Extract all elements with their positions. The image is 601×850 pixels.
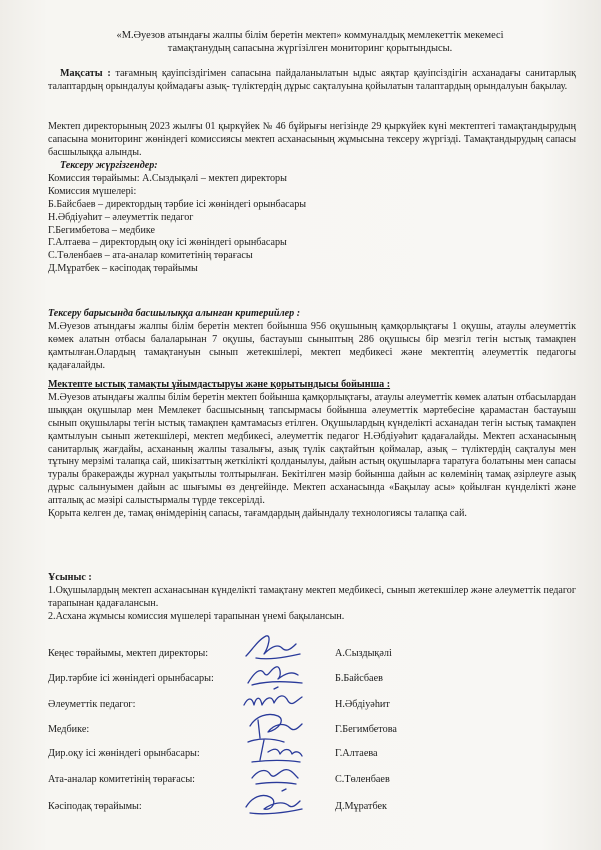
inspectors-section [48, 160, 576, 276]
signature-row [48, 801, 578, 821]
purpose-label: Мақсаты : [60, 68, 111, 79]
organization-text: М.Әуезов атындағы жалпы білім беретін мектеп бойынша қамқорлықтағы, атаулы әлеуметтік көмек алатын отбасылардан шыққан оқушылар мен Мемлекет басшысының тапсырмасы бойынша әлеуметтік мәртебесіне қарамастан бастауыш сынып оқушылары тегін ыстық тамақпен қамтамасыз етілген. Оқушылардың күнделікті асханадан тегін ыстық тамақпен қамтылуын сынып жетекшілері, мектеп медбикесі, әлеуметтік педагог Н.Әбдіуәһит қадағалайды. Мектеп асханасының санитарлық жағдайы, асхананың жалпы тазалығы, азық түлік сақтайтын қоймалар, азық – түліктердің сақталуы мен тұтыну мерзімі талапқа сай, шикізаттың жеткілікті қолданылуы, дайын астың оқушыларға таратуға болатыны мен сапасы туралы бракеражды журнал уақытылы толтырылған. Бекітілген мәзір бойынша дайын ас көлемінің тамақ әзірлеуге азық дұрыс салынуымен дайын ас шығымы өз деңгейінде. Мектеп асханасында «Бақылау асы» қойылған күнделікті және апталық ас мәзірі салыстырмалы түрде тексерілді. [48, 391, 576, 507]
member-item: Г.Бегимбетова – медбике [48, 224, 155, 236]
criteria-section [48, 308, 576, 373]
order-paragraph: Мектеп директорының 2023 жылғы 01 қыркүйек № 46 бұйрығы негізінде 29 қыркүйек күні мектептегі тамақтандырудың сапасына мониторинг жөніндегі комиссиясы мектеп асханасының жұмысына тексеру жүргізді. Тамақтандырудың сапасы басшылыққа алынды. [48, 121, 576, 158]
signature-name: Б.Байсбаев [335, 673, 383, 684]
signature-role: Медбике: [48, 724, 90, 735]
document-title [60, 29, 560, 55]
recommendation-item: 1.Оқушылардың мектеп асханасынан күнделікті тамақтану мектеп медбикесі, сынып жетекшілер және әлеуметтік педагог тарапынан қадағалансын. [48, 584, 576, 609]
signature-name: Г.Бегимбетова [335, 724, 397, 735]
criteria-heading: Тексеру барысында басшылыққа алынған критерийлер : [48, 308, 301, 319]
member-item: Н.Әбдіуәһит – әлеуметтік педагог [48, 211, 194, 223]
purpose-paragraph [48, 68, 576, 94]
member-item: Б.Байсбаев – директордың тәрбие ісі жөніндегі орынбасары [48, 198, 307, 210]
signature-row [48, 673, 578, 693]
signature-role: Дир.оқу ісі жөніндегі орынбасары: [48, 748, 200, 759]
signature-row [48, 774, 578, 794]
organization-conclusion: Қорыта келген де, тамақ өнімдерінің сапасы, тағамдардың дайындалу технологиясы талапқа сай. [48, 508, 467, 520]
signature-role: Ата-аналар комитетінің төрағасы: [48, 774, 195, 785]
commission-chair: Комиссия төрайымы: А.Сыздықәлі – мектеп директоры [48, 172, 287, 184]
handwritten-signature-icon [238, 783, 308, 821]
signature-role: Кәсіподақ төрайымы: [48, 801, 142, 812]
title-line-2: тамақтанудың сапасына жүргізілген мониторинг қорытындысы. [167, 43, 453, 54]
signature-role: Дир.тәрбие ісі жөніндегі орынбасары: [48, 673, 214, 684]
signature-row [48, 699, 578, 719]
purpose-text: тағамның қауіпсіздігімен сапасына пайдаланылатын ыдыс аяқтар қауіпсіздігін асханадағы санитарлық талаптардың орындалуы қоймадағы азық- түліктердің дұрыс сақталуына қойылатын талаптардың орындалуын бақылау. [48, 68, 576, 92]
signature-role: Әлеуметтік педагог: [48, 699, 136, 710]
signature-row [48, 724, 578, 744]
signature-name: С.Төленбаев [335, 774, 390, 785]
members-heading: Комиссия мүшелері: [48, 185, 137, 197]
title-line-1: «М.Әуезов атындағы жалпы білім беретін мектеп» коммуналдық мемлекеттік мекемесі [116, 30, 504, 41]
member-item: С.Төленбаев – ата-аналар комитетінің төрағасы [48, 250, 253, 262]
member-item: Г.Алтаева – директордың оқу ісі жөніндегі орынбасары [48, 237, 287, 249]
recommendation-item: 2.Асхана жұмысы комиссия мүшелері тарапынан үнемі бақылансын. [48, 610, 345, 622]
signature-row [48, 648, 578, 668]
signature-name: Г.Алтаева [335, 748, 378, 759]
signature-name: А.Сыздықәлі [335, 648, 392, 659]
recommendations-heading: Ұсыныс : [48, 572, 92, 583]
organization-heading: Мектепте ыстық тамақты ұйымдастыруы және қорытындысы бойынша : [48, 379, 391, 390]
recommendations-section [48, 572, 576, 624]
member-item: Д.Мұратбек – кәсіподақ төрайымы [48, 263, 198, 275]
signature-name: Д.Мұратбек [335, 801, 387, 812]
signature-row [48, 748, 578, 768]
signature-role: Кеңес төрайымы, мектеп директоры: [48, 648, 209, 659]
signature-name: Н.Әбдіуәһит [335, 699, 390, 710]
organization-section [48, 379, 576, 521]
inspectors-heading: Тексеру жүргізгендер: [60, 160, 158, 171]
criteria-text: М.Әуезов атындағы жалпы білім беретін мектеп бойынша 956 оқушының қамқорлықтағы 1 оқушы, атаулы әлеуметтік көмек алатын отбасы балаларынан 7 оқушы, бастауыш сыныптың 286 оқушысы бір мезгіл тегін ыстық тамақпен қамтылған.Олардың тамақтануын сынып жетекшілері, мектеп медбикесі және мектептің әлеуметтік педагогы қадағалайды. [48, 320, 576, 371]
